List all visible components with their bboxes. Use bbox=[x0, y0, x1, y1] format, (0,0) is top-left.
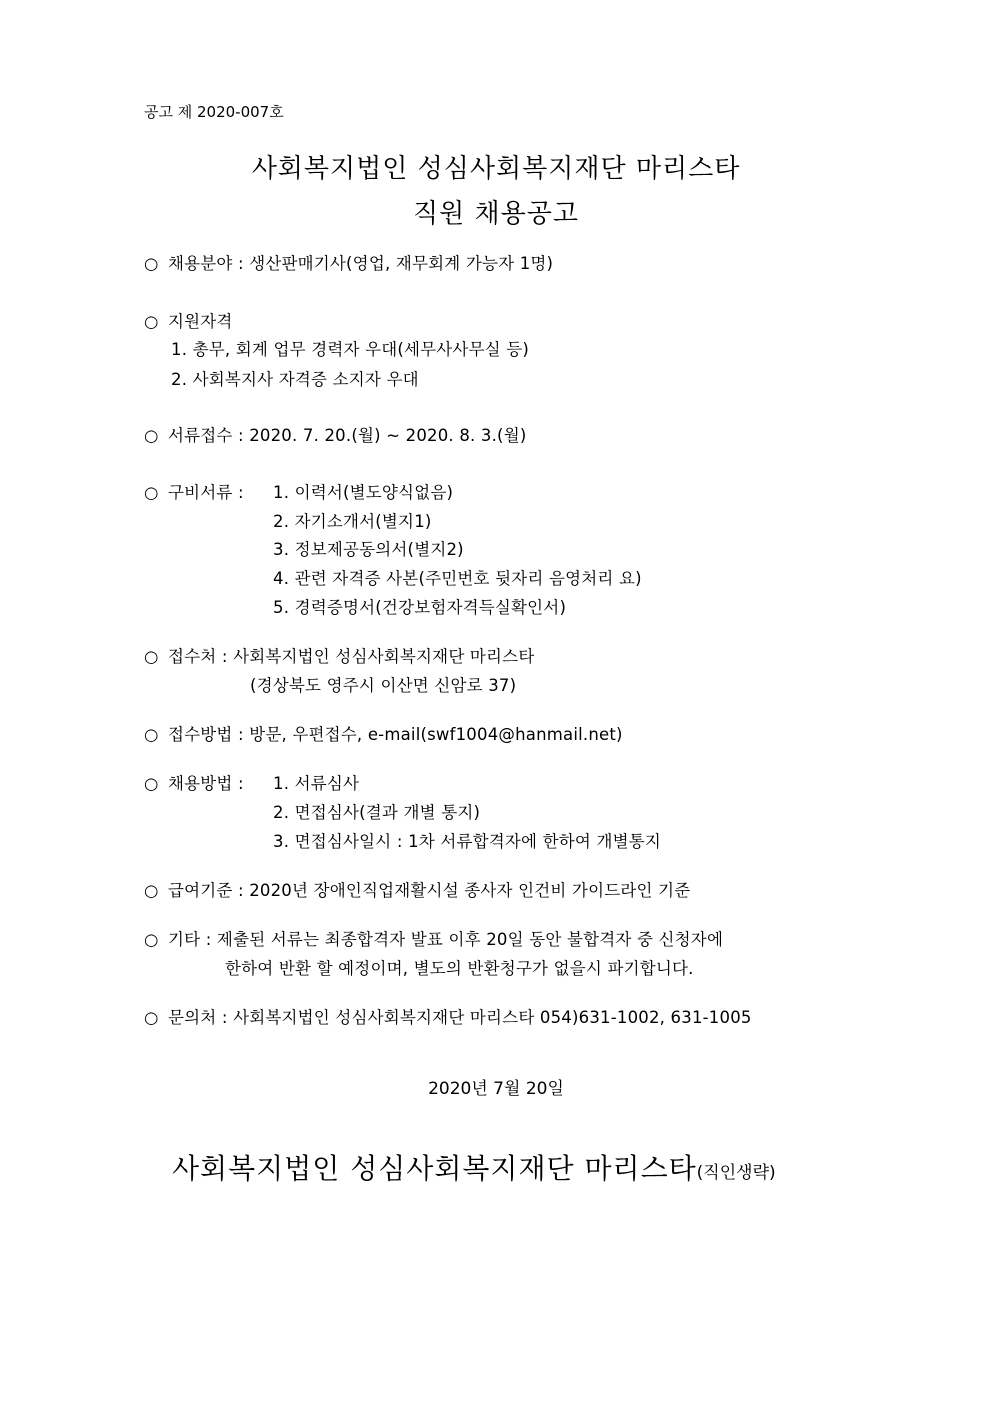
footer-signature bbox=[172, 1147, 776, 1187]
bullet-circle: ○ bbox=[144, 774, 159, 793]
document-item: 2. 자기소개서(별지1) bbox=[273, 512, 432, 531]
submit-method-line bbox=[144, 721, 623, 745]
receipt-period-text: 서류접수 : 2020. 7. 20.(월) ~ 2020. 8. 3.(월) bbox=[168, 426, 527, 445]
hiring-method-item: 2. 면접심사(결과 개별 통지) bbox=[273, 803, 481, 822]
etc-text-continued: 한하여 반환 할 예정이며, 별도의 반환청구가 없을시 파기합니다. bbox=[225, 959, 694, 978]
hiring-method-item: 1. 서류심사 bbox=[273, 774, 360, 793]
submit-place-text: 접수처 : 사회복지법인 성심사회복지재단 마리스타 bbox=[168, 647, 535, 666]
documents-heading bbox=[144, 479, 244, 503]
bullet-circle: ○ bbox=[144, 254, 159, 273]
contact-text: 문의처 : 사회복지법인 성심사회복지재단 마리스타 054)631-1002, 631-1005 bbox=[168, 1008, 752, 1027]
document-item: 4. 관련 자격증 사본(주민번호 뒷자리 음영처리 요) bbox=[273, 569, 642, 588]
receipt-period-line bbox=[144, 422, 526, 446]
document-item: 3. 정보제공동의서(별지2) bbox=[273, 540, 464, 559]
submit-place-address: (경상북도 영주시 이산면 신암로 37) bbox=[250, 676, 517, 695]
field-text: 채용분야 : 생산판매기사(영업, 재무회계 가능자 1명) bbox=[168, 254, 554, 273]
hiring-method-label: 채용방법 : bbox=[168, 774, 244, 793]
field-line bbox=[144, 250, 553, 274]
document-item: 5. 경력증명서(건강보험자격득실확인서) bbox=[273, 598, 567, 617]
qualification-heading bbox=[144, 308, 233, 332]
document-item: 1. 이력서(별도양식없음) bbox=[273, 483, 454, 502]
issue-date: 2020년 7월 20일 bbox=[428, 1079, 564, 1099]
bullet-circle: ○ bbox=[144, 881, 159, 900]
qualification-item: 2. 사회복지사 자격증 소지자 우대 bbox=[171, 370, 419, 389]
salary-text: 급여기준 : 2020년 장애인직업재활시설 종사자 인건비 가이드라인 기준 bbox=[168, 881, 691, 900]
footer-seal: (직인생략) bbox=[696, 1163, 776, 1183]
bullet-circle: ○ bbox=[144, 647, 159, 666]
bullet-circle: ○ bbox=[144, 1008, 159, 1027]
hiring-method-heading bbox=[144, 770, 244, 794]
submit-place-line bbox=[144, 643, 534, 667]
bullet-circle: ○ bbox=[144, 725, 159, 744]
hiring-method-item: 3. 면접심사일시 : 1차 서류합격자에 한하여 개별통지 bbox=[273, 832, 662, 851]
notice-number: 공고 제 2020-007호 bbox=[144, 103, 284, 121]
bullet-circle: ○ bbox=[144, 483, 159, 502]
bullet-circle: ○ bbox=[144, 930, 159, 949]
qualification-item: 1. 총무, 회계 업무 경력자 우대(세무사사무실 등) bbox=[171, 340, 530, 359]
footer-org: 사회복지법인 성심사회복지재단 마리스타 bbox=[172, 1152, 697, 1185]
page-title: 사회복지법인 성심사회복지재단 마리스타 bbox=[251, 154, 741, 184]
etc-text: 기타 : 제출된 서류는 최종합격자 발표 이후 20일 동안 불합격자 중 신청자에 bbox=[168, 930, 724, 949]
bullet-circle: ○ bbox=[144, 312, 159, 331]
page-subtitle: 직원 채용공고 bbox=[413, 199, 579, 229]
etc-line bbox=[144, 926, 723, 950]
contact-line bbox=[144, 1004, 752, 1028]
qualification-label: 지원자격 bbox=[168, 312, 233, 331]
salary-line bbox=[144, 877, 690, 901]
submit-method-text: 접수방법 : 방문, 우편접수, e-mail(swf1004@hanmail.net) bbox=[168, 725, 623, 744]
bullet-circle: ○ bbox=[144, 426, 159, 445]
documents-label: 구비서류 : bbox=[168, 483, 244, 502]
